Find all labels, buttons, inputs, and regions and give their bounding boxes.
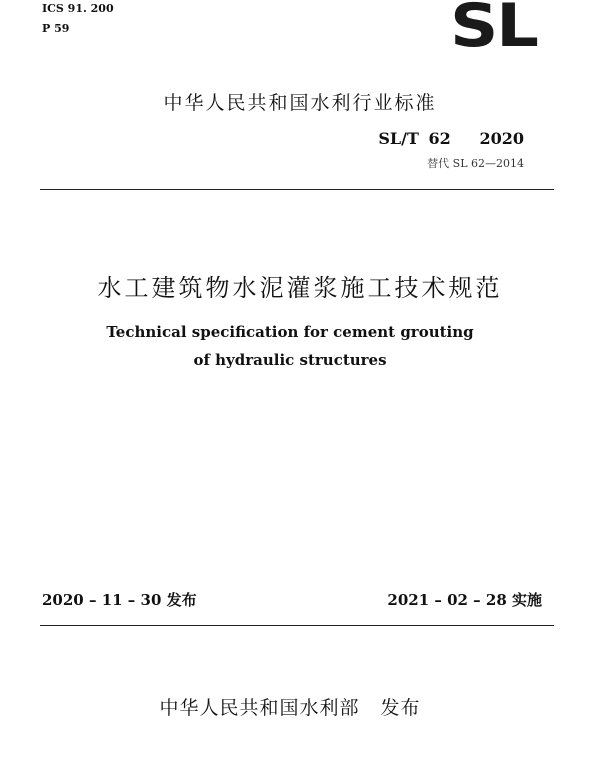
title-english-line1: Technical specification for cement grouting [106,323,474,341]
publisher: 中华人民共和国水利部 发布 [159,697,421,719]
issue-date: 2020 – 11 – 30 发布 [42,591,197,609]
implementation-date: 2021 – 02 – 28 实施 [387,591,542,609]
title-chinese: 水工建筑物水泥灌浆施工技术规范 [97,274,503,302]
bottom-divider [40,625,554,626]
standard-number: SL/T 62 2020 [378,129,524,148]
title-english-line2: of hydraulic structures [193,351,387,369]
sl-logo: SL [450,0,537,61]
replaces-standard: 替代 SL 62—2014 [427,157,524,170]
ccs-code: P 59 [42,22,70,35]
ics-code: ICS 91. 200 [42,2,114,15]
top-divider [40,189,554,190]
standard-category: 中华人民共和国水利行业标准 [163,92,437,114]
